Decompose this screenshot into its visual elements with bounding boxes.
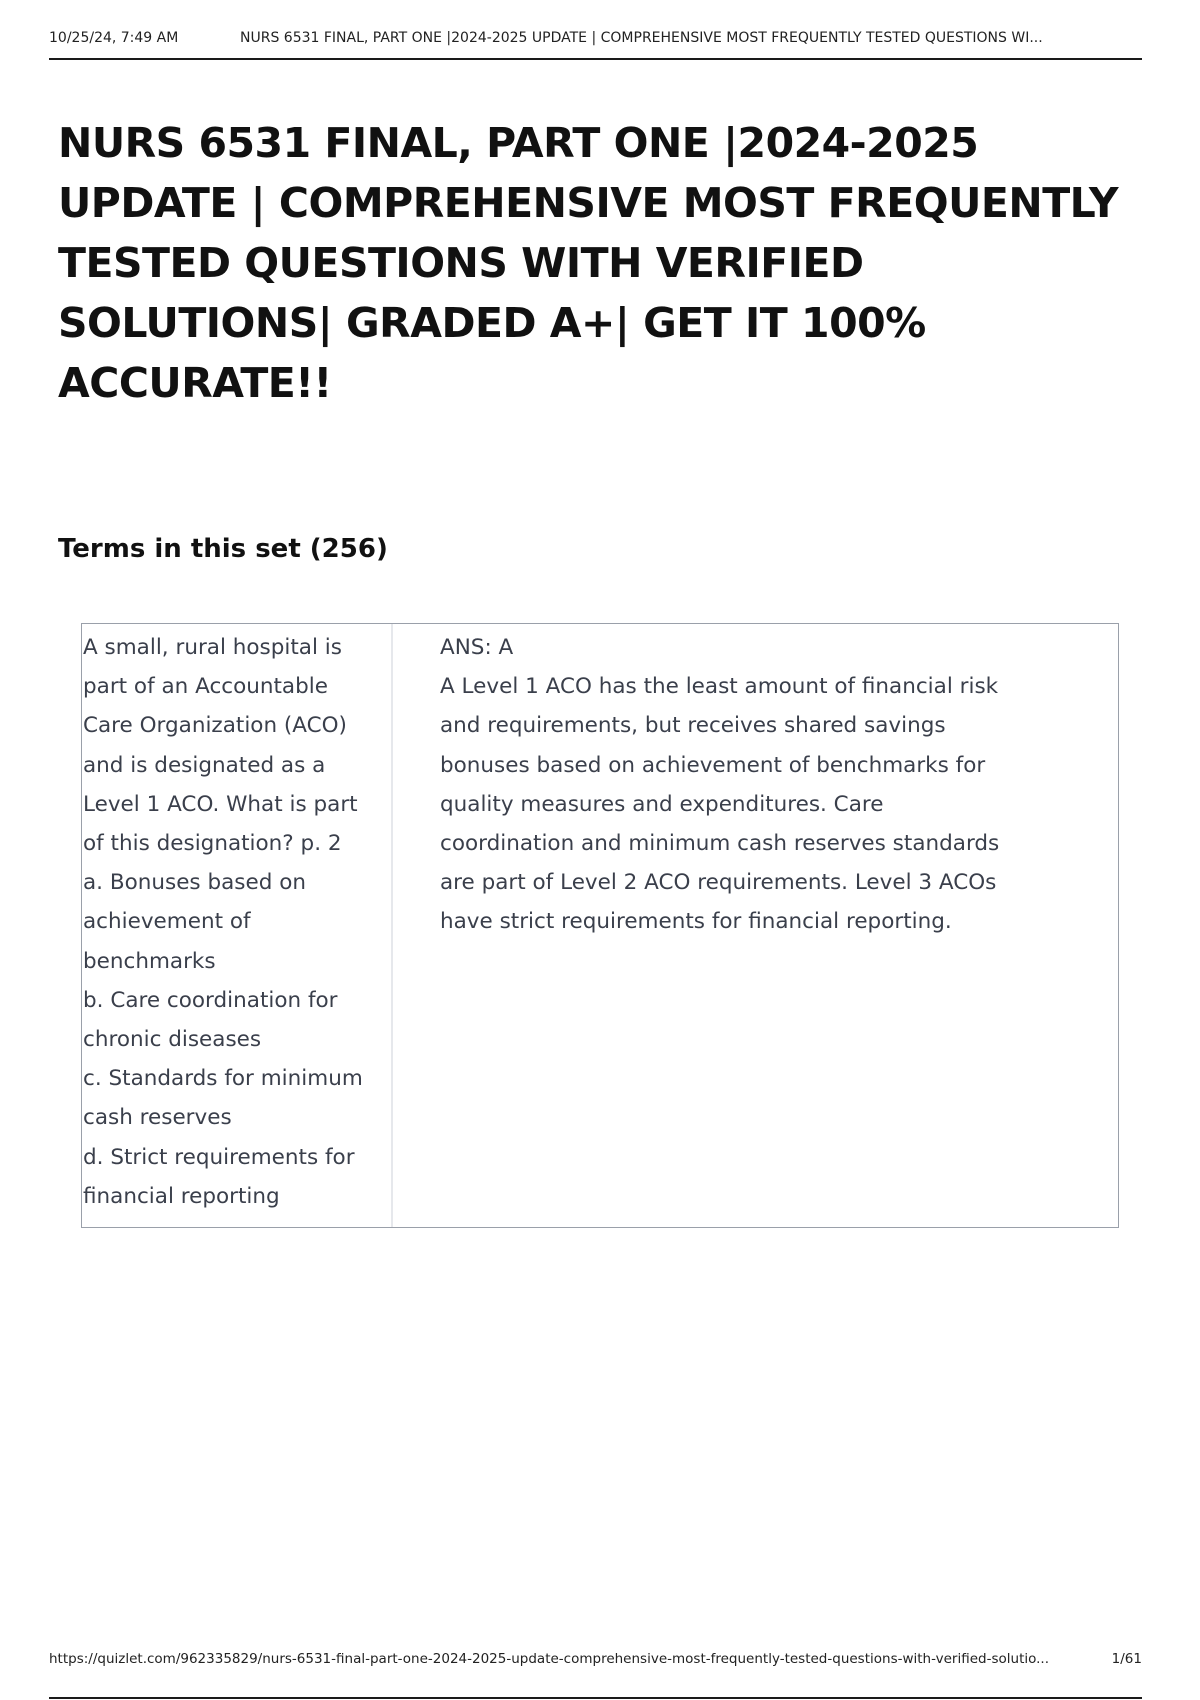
card-definition: ANS: A A Level 1 ACO has the least amount of financial risk and requirements, but receives shared savings bonuses based on achievement of benchmarks for quality measures and expenditures. Care coordination and minimum cash reserves standards are part of Level 2 ACO requirements. Level 3 ACOs have strict requirements for financial reporting.	[440, 635, 1000, 935]
print-header	[49, 30, 1142, 60]
print-date: 10/25/24, 7:49 AM	[49, 30, 179, 46]
print-footer-url: https://quizlet.com/962335829/nurs-6531-final-part-one-2024-2025-update-comprehensive-most-frequently-tested-questions-with-verified-solutio...	[49, 1651, 1050, 1667]
print-footer	[49, 1651, 1142, 1699]
print-header-title: NURS 6531 FINAL, PART ONE |2024-2025 UPDATE | COMPREHENSIVE MOST FREQUENTLY TESTED QUESTIONS WI...	[240, 30, 1043, 46]
set-title: NURS 6531 FINAL, PART ONE |2024-2025 UPDATE | COMPREHENSIVE MOST FREQUENTLY TESTED QUESTIONS WITH VERIFIED SOLUTIONS| GRADED A+| GET IT 100% ACCURATE!!	[58, 119, 1119, 407]
flashcard-term-row	[81, 623, 1119, 1228]
footer-rule	[49, 1697, 1142, 1699]
card-term: A small, rural hospital is part of an Accountable Care Organization (ACO) and is designated as a Level 1 ACO. What is part of this designation? p. 2 a. Bonuses based on achievement of benchmarks b. Care coordination for chronic diseases c. Standards for minimum cash reserves d. Strict requirements for financial reporting	[83, 635, 363, 1209]
page-number: 1/61	[1111, 1651, 1142, 1667]
terms-count-heading: Terms in this set (256)	[58, 534, 388, 564]
card-divider	[391, 624, 393, 1227]
